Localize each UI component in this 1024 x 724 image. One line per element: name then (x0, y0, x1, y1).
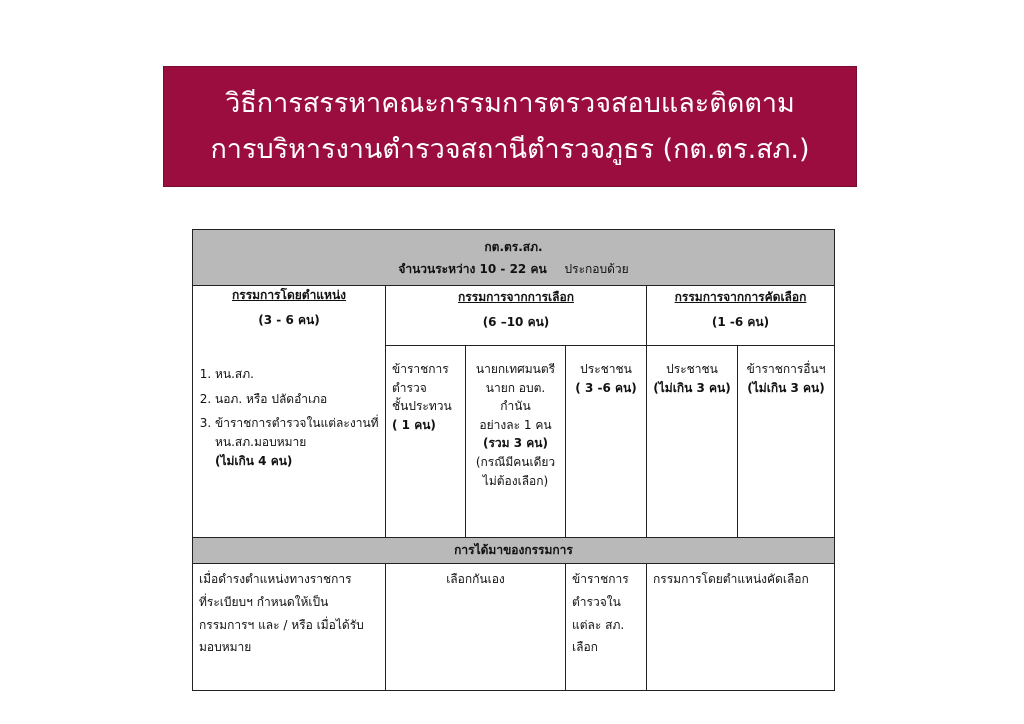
elected-local-leaders-cell: นายกเทศมนตรี นายก อบต. กำนัน อย่างละ 1 คน (รวม 3 คน) (กรณีมีคนเดียว ไม่ต้องเลือก) (466, 346, 566, 538)
selected-count: (1 -6 คน) (711, 314, 770, 329)
ex-officio-item-1: 1. หน.สภ. (215, 365, 385, 384)
ex-officio-item-3: 3. ข้าราชการตำรวจในแต่ละงานที่ หน.สภ.มอบหมาย (ไม่เกิน 4 คน) (215, 414, 385, 470)
selected-public-cell: ประชาชน (ไม่เกิน 3 คน) (647, 346, 738, 538)
elected-local-leaders-total: (รวม 3 คน) (483, 436, 548, 451)
banner-title-line-2: การบริหารงานตำรวจสถานีตำรวจภูธร (กต.ตร.สภ.) (210, 133, 810, 165)
acquisition-header: การได้มาของกรรมการ (193, 538, 835, 564)
ex-officio-cell (193, 286, 386, 538)
acquisition-elected-mutual-cell: เลือกกันเอง (386, 564, 566, 691)
acquisition-ex-officio-cell: เมื่อดำรงตำแหน่งทางราชการ ที่ระเบียบฯ กำหนดให้เป็น กรรมการฯ และ / หรือ เมื่อได้รับ มอบหมาย (193, 564, 386, 691)
selected-public-count: (ไม่เกิน 3 คน) (653, 380, 731, 395)
selected-officials-cell: ข้าราชการอื่นฯ (ไม่เกิน 3 คน) (738, 346, 835, 538)
table-title: กต.ตร.สภ. (484, 239, 543, 254)
committee-structure-table (192, 229, 835, 691)
title-banner (163, 66, 857, 187)
elected-police-cell: ข้าราชการ ตำรวจ ชั้นประทวน ( 1 คน) (386, 346, 466, 538)
selected-officials-count: (ไม่เกิน 3 คน) (747, 380, 825, 395)
elected-label: กรรมการจากการเลือก (458, 290, 574, 304)
ex-officio-count: (3 - 6 คน) (258, 312, 320, 327)
table-title-cell (193, 230, 835, 286)
acquisition-elected-police-cell: ข้าราชการ ตำรวจใน แต่ละ สภ. เลือก (566, 564, 647, 691)
elected-public-cell: ประชาชน ( 3 -6 คน) (566, 346, 647, 538)
elected-count: (6 –10 คน) (482, 314, 550, 329)
elected-group-header (386, 286, 647, 346)
acquisition-selected-cell: กรรมการโดยตำแหน่งคัดเลือก (647, 564, 835, 691)
ex-officio-list (193, 365, 385, 470)
table-subtitle: จำนวนระหว่าง 10 - 22 คน (398, 261, 547, 276)
table-subtitle-note: ประกอบด้วย (564, 261, 629, 276)
ex-officio-item-2: 2. นอภ. หรือ ปลัดอำเภอ (215, 390, 385, 409)
selected-label: กรรมการจากการคัดเลือก (674, 290, 807, 304)
selected-group-header (647, 286, 835, 346)
elected-police-count: ( 1 คน) (392, 417, 436, 432)
elected-public-count: ( 3 -6 คน) (575, 380, 637, 395)
ex-officio-label: กรรมการโดยตำแหน่ง (231, 288, 347, 302)
ex-officio-item-3-limit: (ไม่เกิน 4 คน) (215, 453, 293, 468)
banner-title-line-1: วิธีการสรรหาคณะกรรมการตรวจสอบและติดตาม (225, 87, 795, 119)
